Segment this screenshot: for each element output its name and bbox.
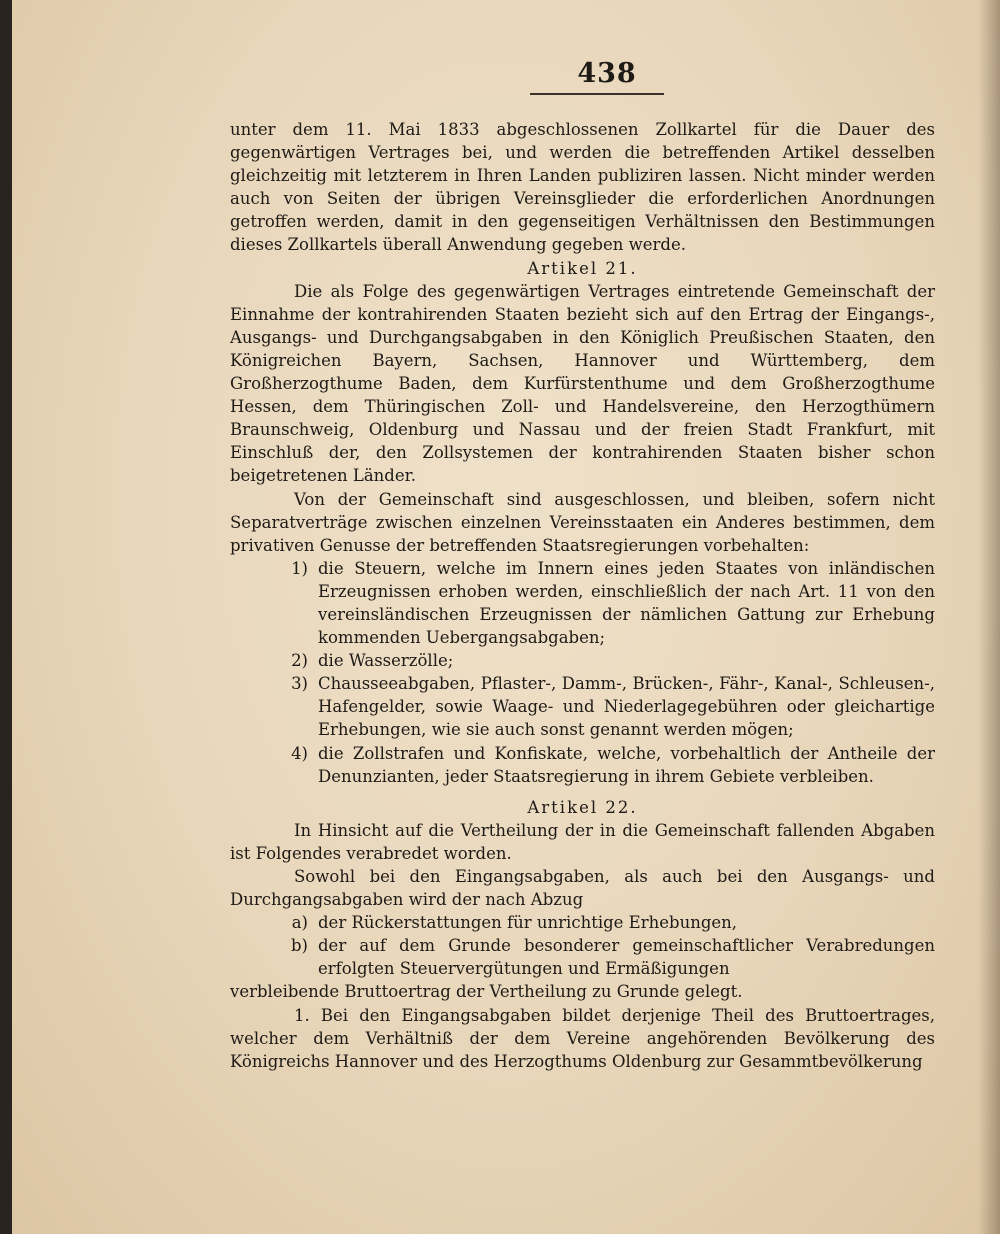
- article-22-heading: Artikel 22.: [527, 797, 638, 817]
- article-22-paragraph-2: Sowohl bei den Eingangsabgaben, als auch bei den Ausgangs- und Durchgangsabgaben wird der nach Abzug: [230, 867, 935, 910]
- list-item-number: a): [291, 913, 308, 933]
- list-item: [230, 672, 935, 741]
- document-page: [12, 0, 1000, 1234]
- list-item: [230, 649, 935, 672]
- list-item-number: 1): [291, 558, 308, 578]
- list-item-number: 2): [291, 651, 308, 671]
- list-item: [230, 557, 935, 649]
- list-item-text: die Wasserzölle;: [318, 651, 454, 671]
- page-number-rule: [530, 93, 664, 95]
- list-item-text: die Steuern, welche im Innern eines jeden Staates von inländischen Erzeugnissen erhoben werden, einschließlich der nach Art. 11 von den vereinsländischen Erzeugnissen der nämlichen Gattung zur Erhebung kommenden Uebergangsabgaben;: [318, 558, 935, 648]
- article-22-paragraph-4: 1. Bei den Eingangsabgaben bildet derjenige Theil des Bruttoertrages, welcher dem Verhältniß der dem Vereine angehörenden Bevölkerung des Königreichs Hannover und des Herzogthums Oldenburg zur Gesammtbevölkerung: [230, 1005, 935, 1071]
- list-item-text: der auf dem Grunde besonderer gemeinschaftlicher Verabredungen erfolgten Steuervergütungen und Ermäßigungen: [318, 936, 935, 979]
- article-21-heading: Artikel 21.: [527, 258, 638, 278]
- page-number: 438: [577, 58, 637, 89]
- list-item-number: 4): [291, 743, 308, 763]
- list-item-text: Chausseeabgaben, Pflaster-, Damm-, Brücken-, Fähr-, Kanal-, Schleusen-, Hafengelder, sowie Waage- und Niederlagegebühren oder gleichartige Erhebungen, wie sie auch sonst genannt werden mögen;: [318, 674, 935, 740]
- article-21-paragraph-2: Von der Gemeinschaft sind ausgeschlossen, und bleiben, sofern nicht Separatverträge zwischen einzelnen Vereinsstaaten ein Anderes bestimmen, dem privativen Genusse der betreffenden Staatsregierungen vorbehalten:: [230, 489, 935, 555]
- list-item: [230, 742, 935, 788]
- intro-paragraph: unter dem 11. Mai 1833 abgeschlossenen Zollkartel für die Dauer des gegenwärtigen Vertrages bei, und werden die betreffenden Artikel desselben gleichzeitig mit letzterem in Ihren Landen publiziren lassen. Nicht minder werden auch von Seiten der übrigen Vereinsglieder die erforderlichen Anordnungen getroffen werden, damit in den gegenseitigen Verhältnissen den Bestimmungen dieses Zollkartels überall Anwendung gegeben werde.: [230, 120, 935, 255]
- list-item-text: der Rückerstattungen für unrichtige Erhebungen,: [318, 913, 738, 933]
- list-item: [230, 911, 935, 934]
- body-text: [230, 118, 935, 1073]
- list-item-text: die Zollstrafen und Konfiskate, welche, vorbehaltlich der Antheile der Denunzianten, jeder Staatsregierung in ihrem Gebiete verbleiben.: [318, 743, 935, 786]
- list-item-number: b): [291, 936, 308, 956]
- article-22-paragraph-1: In Hinsicht auf die Vertheilung der in die Gemeinschaft fallenden Abgaben ist Folgendes verabredet worden.: [230, 820, 935, 863]
- article-22-paragraph-3: verbleibende Bruttoertrag der Vertheilung zu Grunde gelegt.: [230, 982, 743, 1002]
- page-spine-shadow: [978, 0, 1000, 1234]
- article-21-paragraph-1: Die als Folge des gegenwärtigen Vertrages eintretende Gemeinschaft der Einnahme der kontrahirenden Staaten bezieht sich auf den Ertrag der Eingangs-, Ausgangs- und Durchgangsabgaben in den Königlich Preußischen Staaten, den Königreichen Bayern, Sachsen, Hannover und Württemberg, dem Großherzogthume Baden, dem Kurfürstenthume und dem Großherzogthume Hessen, dem Thüringischen Zoll- und Handelsvereine, den Herzogthümern Braunschweig, Oldenburg und Nassau und der freien Stadt Frankfurt, mit Einschluß der, den Zollsystemen der kontrahirenden Staaten bisher schon beigetretenen Länder.: [230, 281, 935, 486]
- list-item: [230, 934, 935, 980]
- list-item-number: 3): [291, 674, 308, 694]
